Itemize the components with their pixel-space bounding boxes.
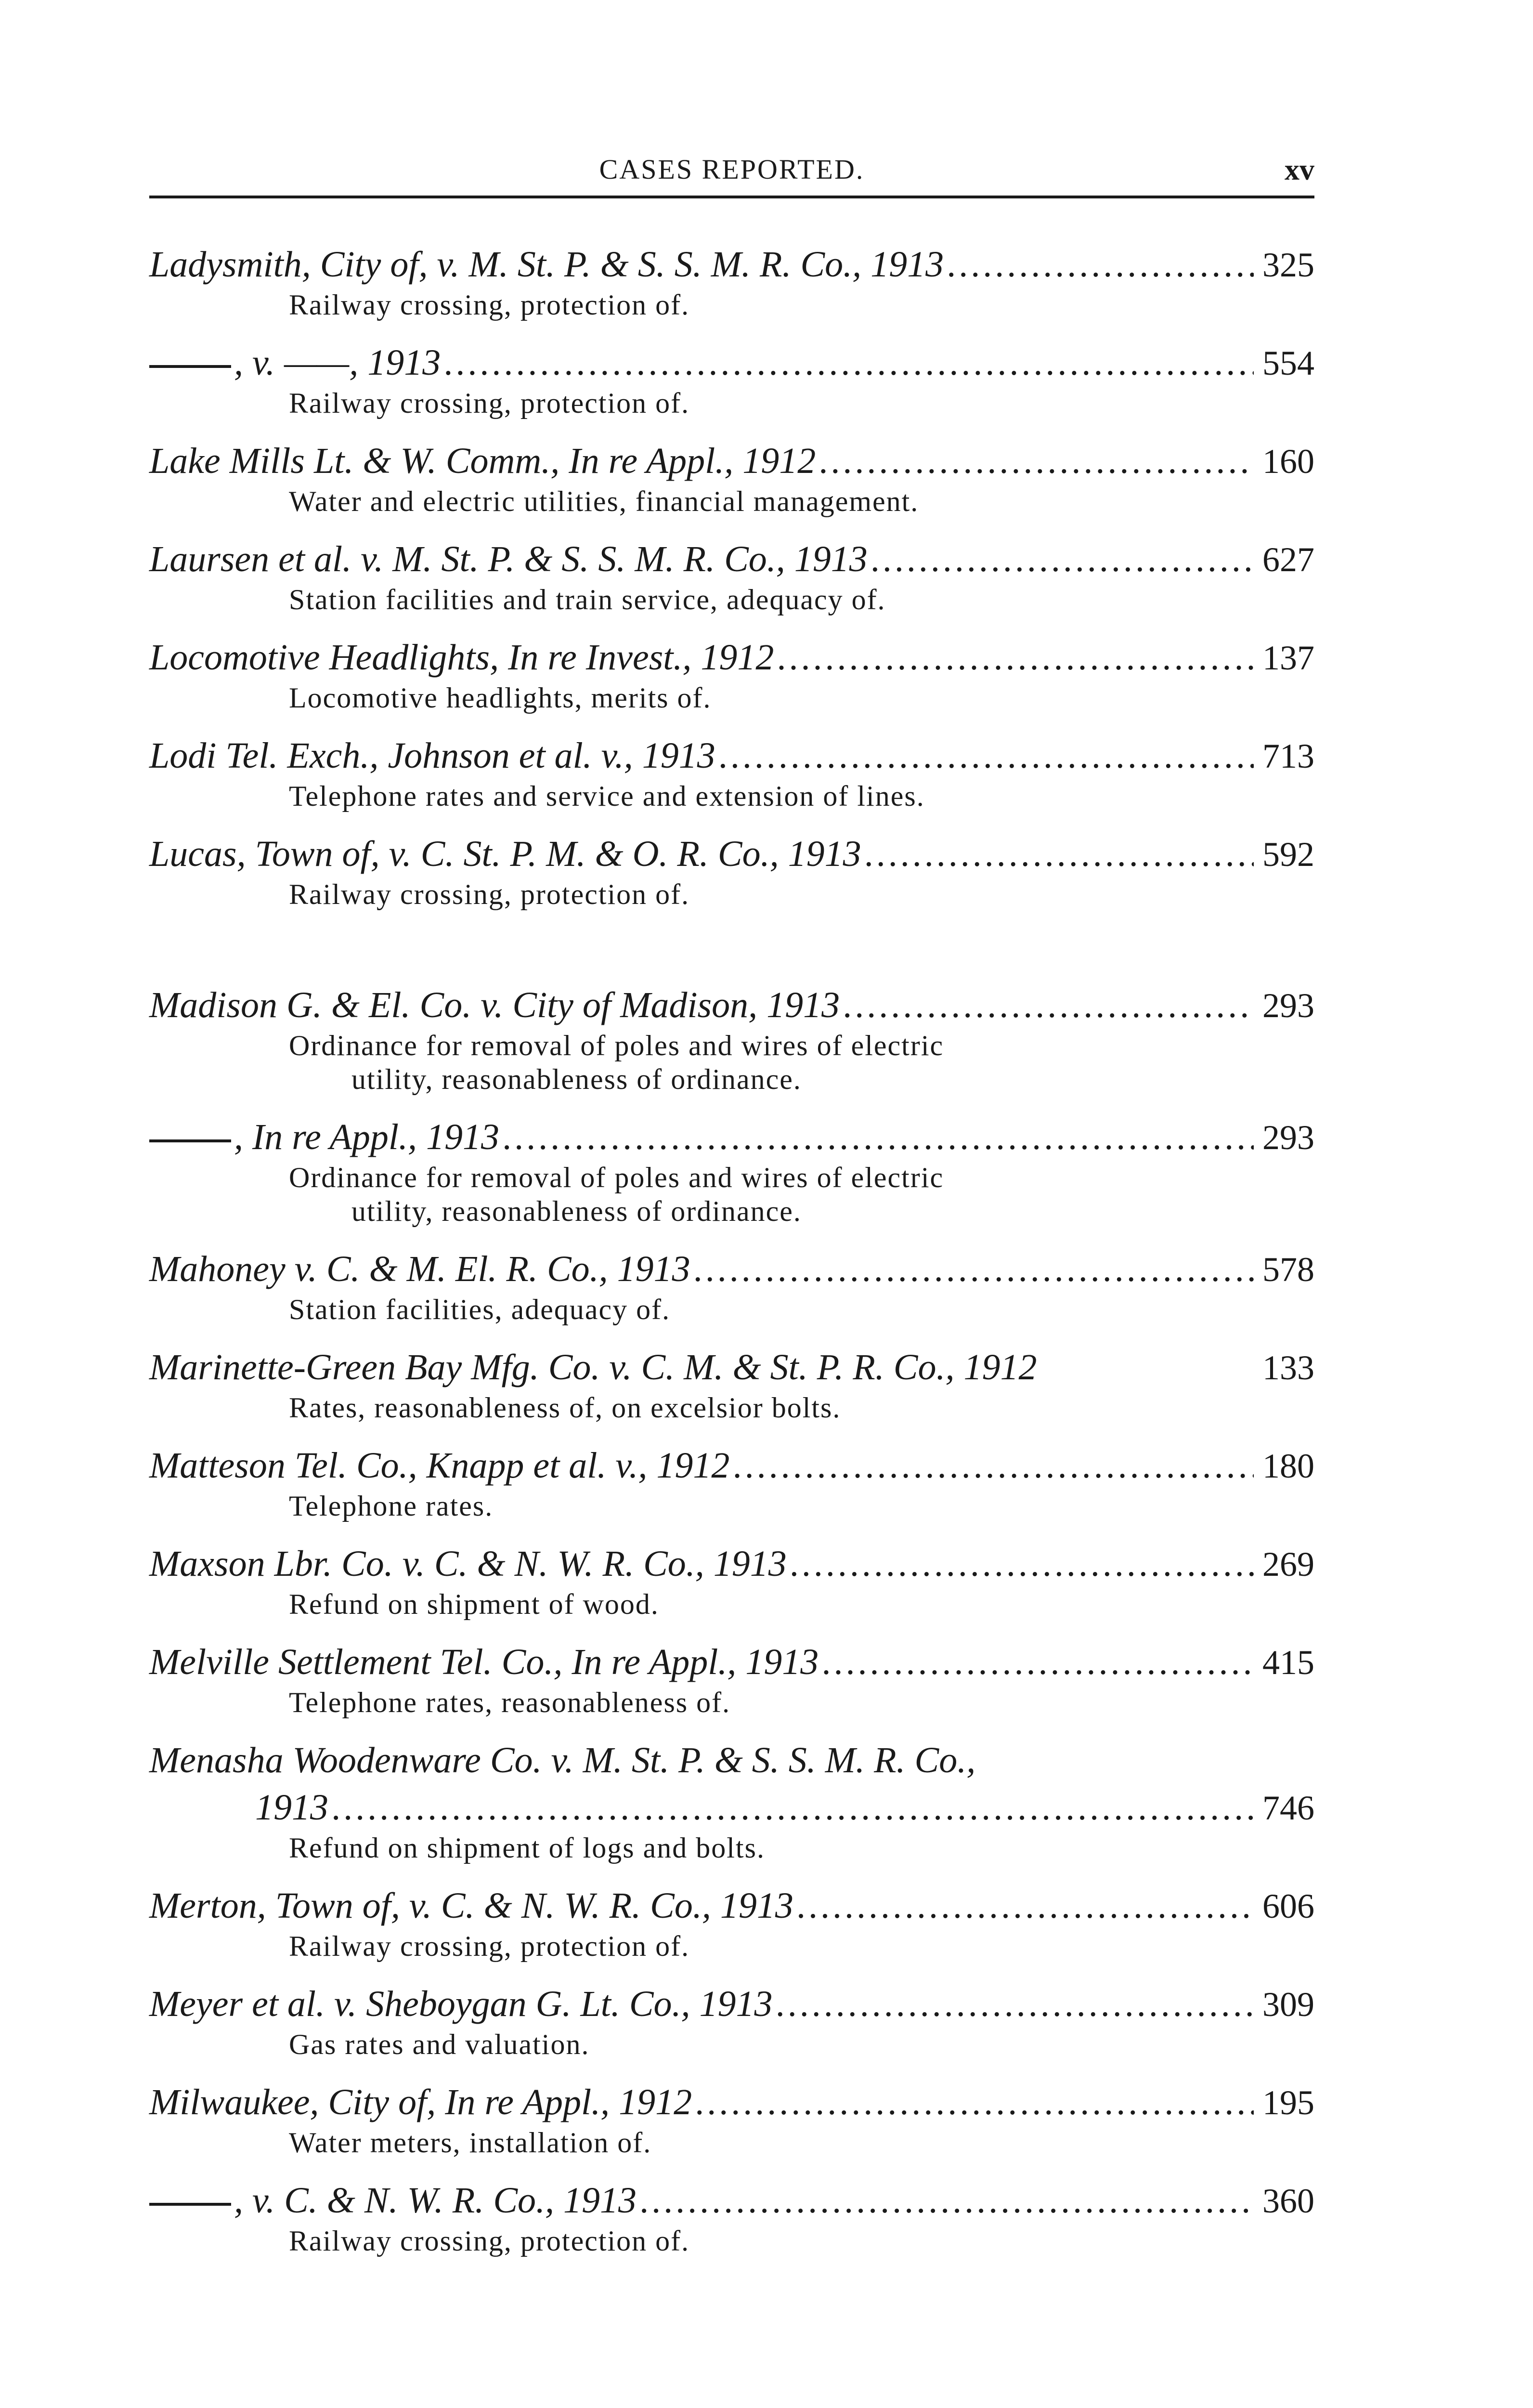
case-entry — [149, 1980, 1314, 2061]
dot-leader — [793, 1882, 1254, 1929]
case-title: Lake Mills Lt. & W. Comm., In re Appl., 1912 — [149, 441, 816, 481]
dot-leader — [861, 830, 1254, 877]
case-subject: Station facilities and train service, adequacy of. — [289, 584, 886, 615]
case-subject: Railway crossing, protection of. — [289, 2225, 690, 2257]
case-title: Ladysmith, City of, v. M. St. P. & S. S. M. R. Co., 1913 — [149, 244, 944, 285]
header-rule — [149, 196, 1314, 198]
case-subject: Refund on shipment of wood. — [289, 1588, 659, 1620]
case-title: Meyer et al. v. Sheboygan G. Lt. Co., 1913 — [149, 1984, 773, 2024]
case-title: Milwaukee, City of, In re Appl., 1912 — [149, 2082, 692, 2122]
case-page: 325 — [1262, 246, 1314, 284]
case-title: Lucas, Town of, v. C. St. P. M. & O. R. Co., 1913 — [149, 834, 861, 874]
case-subject: Railway crossing, protection of. — [289, 878, 690, 910]
case-entry — [149, 982, 1314, 1096]
dot-leader — [944, 241, 1254, 288]
case-entry — [149, 2079, 1314, 2159]
case-entry: , In re Appl., 1913 ..... 293 Ordinance for removal of poles and wires of electric utility, reasonableness of ordinance. — [149, 1113, 1314, 1228]
case-page: 713 — [1262, 737, 1314, 775]
case-page: 360 — [1262, 2182, 1314, 2220]
dot-leader — [818, 1638, 1254, 1686]
running-title: CASES REPORTED. — [599, 154, 865, 185]
dot-leader — [441, 339, 1254, 386]
case-entry — [149, 536, 1314, 616]
case-subject: Water and electric utilities, financial management. — [289, 485, 919, 517]
case-title: Lodi Tel. Exch., Johnson et al. v., 1913 — [149, 735, 715, 776]
case-subject — [149, 1161, 1314, 1228]
case-title: In re Appl., 1913 — [252, 1117, 499, 1157]
case-subject: Rates, reasonableness of, on excelsior bolts. — [289, 1392, 841, 1424]
dot-leader — [840, 982, 1254, 1029]
case-entry — [149, 830, 1314, 911]
case-entry: , v. ——, 1913 ..... 554 Railway crossing, protection of. — [149, 339, 1314, 420]
case-subject: Locomotive headlights, merits of. — [289, 682, 712, 714]
case-subject: Telephone rates and service and extension of lines. — [289, 780, 925, 812]
dot-leader — [328, 1784, 1254, 1831]
case-subject-continuation: utility, reasonableness of ordinance. — [351, 1063, 802, 1095]
case-entry — [149, 1442, 1314, 1523]
case-page: 606 — [1262, 1887, 1314, 1925]
case-title: Menasha Woodenware Co. v. M. St. P. & S. S. M. R. Co., — [149, 1740, 976, 1780]
case-title: Locomotive Headlights, In re Invest., 1912 — [149, 637, 774, 678]
case-subject-continuation: utility, reasonableness of ordinance. — [351, 1195, 802, 1227]
ditto-dash — [149, 2203, 231, 2206]
dot-leader — [787, 1540, 1254, 1587]
case-subject: Station facilities, adequacy of. — [289, 1294, 671, 1325]
case-entry — [149, 1737, 1314, 1865]
case-page: 627 — [1262, 540, 1314, 579]
case-title: v. ——, 1913 — [252, 342, 441, 383]
dot-leader — [692, 2079, 1254, 2126]
letter-section-gap — [149, 929, 1314, 982]
case-subject: Water meters, installation of. — [289, 2127, 652, 2159]
case-page: 415 — [1262, 1643, 1314, 1682]
case-entry — [149, 437, 1314, 518]
case-title: Maxson Lbr. Co. v. C. & N. W. R. Co., 1913 — [149, 1544, 787, 1584]
case-entry — [149, 634, 1314, 715]
case-entry: , v. C. & N. W. R. Co., 1913 ..... 360 Railway crossing, protection of. — [149, 2177, 1314, 2258]
case-title: Mahoney v. C. & M. El. R. Co., 1913 — [149, 1249, 690, 1289]
case-subject: Railway crossing, protection of. — [289, 387, 690, 419]
case-page: 554 — [1262, 344, 1314, 382]
dot-leader — [868, 536, 1254, 583]
case-page: 180 — [1262, 1447, 1314, 1485]
page-number: xv — [1285, 154, 1314, 186]
case-page: 160 — [1262, 442, 1314, 481]
case-title: v. C. & N. W. R. Co., 1913 — [252, 2180, 637, 2221]
case-subject — [149, 1029, 1314, 1096]
dot-leader — [499, 1113, 1254, 1161]
case-page: 309 — [1262, 1985, 1314, 2024]
case-subject: Gas rates and valuation. — [289, 2028, 590, 2060]
case-title: Merton, Town of, v. C. & N. W. R. Co., 1913 — [149, 1885, 793, 1926]
case-title: Madison G. & El. Co. v. City of Madison, 1913 — [149, 985, 840, 1025]
case-title: Melville Settlement Tel. Co., In re Appl., 1913 — [149, 1642, 819, 1682]
case-subject-line: Ordinance for removal of poles and wires of electric — [289, 1030, 944, 1061]
case-subject: Telephone rates. — [289, 1490, 494, 1522]
dot-leader — [774, 634, 1254, 681]
case-subject: Railway crossing, protection of. — [289, 1930, 690, 1962]
case-entry — [149, 732, 1314, 813]
case-entry — [149, 1344, 1314, 1425]
case-subject: Railway crossing, protection of. — [289, 289, 690, 321]
running-header — [149, 153, 1314, 201]
case-entry — [149, 1245, 1314, 1326]
case-entry — [149, 1638, 1314, 1719]
case-page: 195 — [1262, 2083, 1314, 2122]
dot-leader — [816, 437, 1254, 484]
dot-leader — [773, 1980, 1254, 2028]
case-page: 293 — [1262, 1118, 1314, 1157]
dot-leader — [729, 1442, 1254, 1489]
dot-leader — [715, 732, 1254, 779]
case-page: 746 — [1262, 1789, 1314, 1827]
ditto-dash — [149, 1139, 231, 1142]
case-subject: Refund on shipment of logs and bolts. — [289, 1832, 765, 1864]
case-title: Matteson Tel. Co., Knapp et al. v., 1912 — [149, 1445, 730, 1486]
case-page: 578 — [1262, 1250, 1314, 1289]
case-entry — [149, 1882, 1314, 1963]
case-entry — [149, 1540, 1314, 1621]
case-page: 133 — [1262, 1348, 1314, 1387]
case-subject-line: Ordinance for removal of poles and wires of electric — [289, 1162, 944, 1193]
case-title: Marinette-Green Bay Mfg. Co. v. C. M. & St. P. R. Co., 1912 — [149, 1347, 1037, 1387]
case-page: 137 — [1262, 639, 1314, 677]
ditto-dash — [149, 365, 231, 368]
case-page: 293 — [1262, 986, 1314, 1025]
dot-leader — [637, 2177, 1254, 2224]
case-title-continuation: 1913 — [255, 1787, 328, 1828]
case-page: 592 — [1262, 835, 1314, 874]
case-index — [149, 241, 1314, 2275]
case-subject: Telephone rates, reasonableness of. — [289, 1687, 731, 1718]
case-entry — [149, 241, 1314, 322]
dot-leader — [690, 1245, 1254, 1293]
case-page: 269 — [1262, 1545, 1314, 1584]
case-title: Laursen et al. v. M. St. P. & S. S. M. R. Co., 1913 — [149, 539, 868, 579]
